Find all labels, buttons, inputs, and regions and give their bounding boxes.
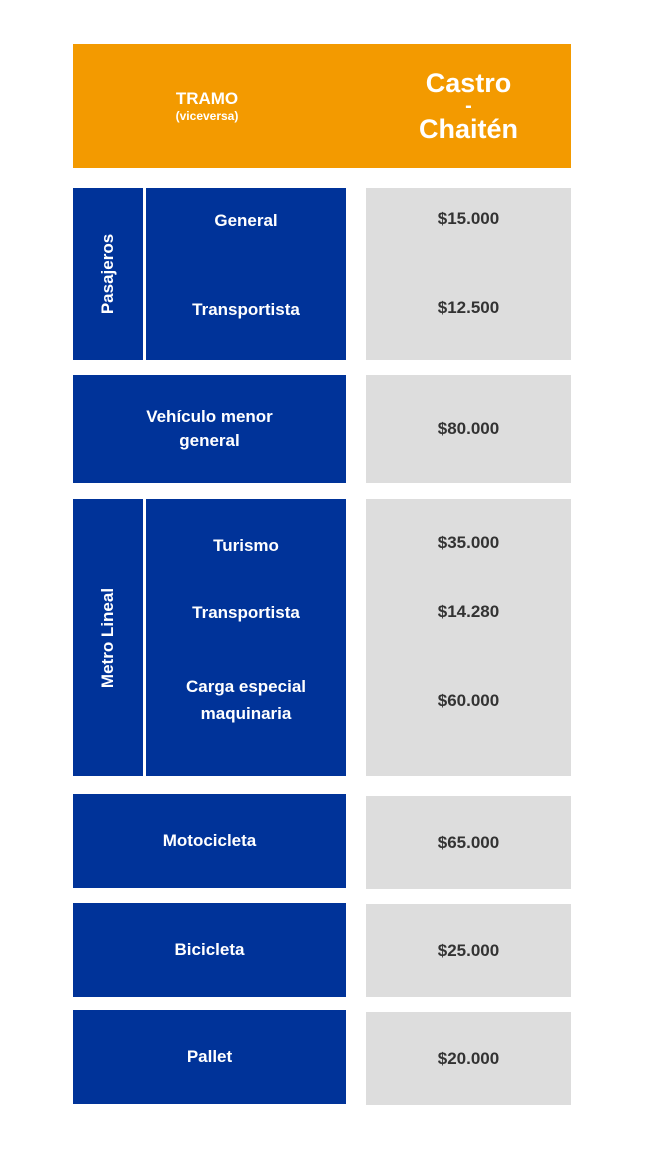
pasajeros-group-label xyxy=(73,188,143,360)
pasajeros-transportista-price: $12.500 xyxy=(437,298,500,317)
route-to: Chaitén xyxy=(418,114,518,144)
bicicleta-label: Bicicleta xyxy=(174,940,245,959)
pasajeros-general-label: General xyxy=(214,211,278,230)
pallet-label-box xyxy=(73,1010,346,1104)
metro-lineal-group-label xyxy=(73,499,143,776)
pasajeros-items-panel xyxy=(146,188,346,360)
metro-lineal-group-text: Metro Lineal xyxy=(98,587,117,688)
route-from: Castro xyxy=(425,68,512,98)
pasajeros-general-price: $15.000 xyxy=(437,209,500,228)
pasajeros-prices-panel xyxy=(366,188,571,360)
metro-transportista-label: Transportista xyxy=(192,603,300,622)
pasajeros-transportista-label: Transportista xyxy=(192,300,300,319)
vehiculo-menor-price: $80.000 xyxy=(437,419,500,438)
motocicleta-label: Motocicleta xyxy=(162,831,257,850)
metro-lineal-items-panel xyxy=(146,499,346,776)
metro-carga-price: $60.000 xyxy=(437,691,500,710)
motocicleta-label-box xyxy=(73,794,346,888)
metro-carga-label-line2: maquinaria xyxy=(200,704,292,723)
tramo-sublabel: (viceversa) xyxy=(175,109,239,123)
pallet-price-box xyxy=(366,1012,571,1105)
vehiculo-menor-price-box xyxy=(366,375,571,483)
pallet-price: $20.000 xyxy=(437,1048,500,1068)
bicicleta-label-box xyxy=(73,903,346,997)
pasajeros-group-text: Pasajeros xyxy=(98,233,117,315)
metro-lineal-prices-panel xyxy=(366,499,571,776)
pallet-label: Pallet xyxy=(186,1047,233,1066)
bicicleta-price: $25.000 xyxy=(437,940,500,960)
tramo-header xyxy=(73,44,341,168)
vehiculo-menor-label-line2: general xyxy=(179,431,240,450)
metro-carga-label-line1: Carga especial xyxy=(185,677,306,696)
metro-turismo-price: $35.000 xyxy=(437,533,500,552)
vehiculo-menor-label-line1: Vehículo menor xyxy=(146,407,273,426)
tramo-label: TRAMO xyxy=(175,89,239,108)
metro-transportista-price: $14.280 xyxy=(437,602,500,621)
metro-turismo-label: Turismo xyxy=(213,536,279,555)
route-header xyxy=(366,44,571,168)
motocicleta-price-box xyxy=(366,796,571,889)
bicicleta-price-box xyxy=(366,904,571,997)
vehiculo-menor-label-box xyxy=(73,375,346,483)
motocicleta-price: $65.000 xyxy=(437,832,500,852)
route-separator: - xyxy=(465,95,472,117)
